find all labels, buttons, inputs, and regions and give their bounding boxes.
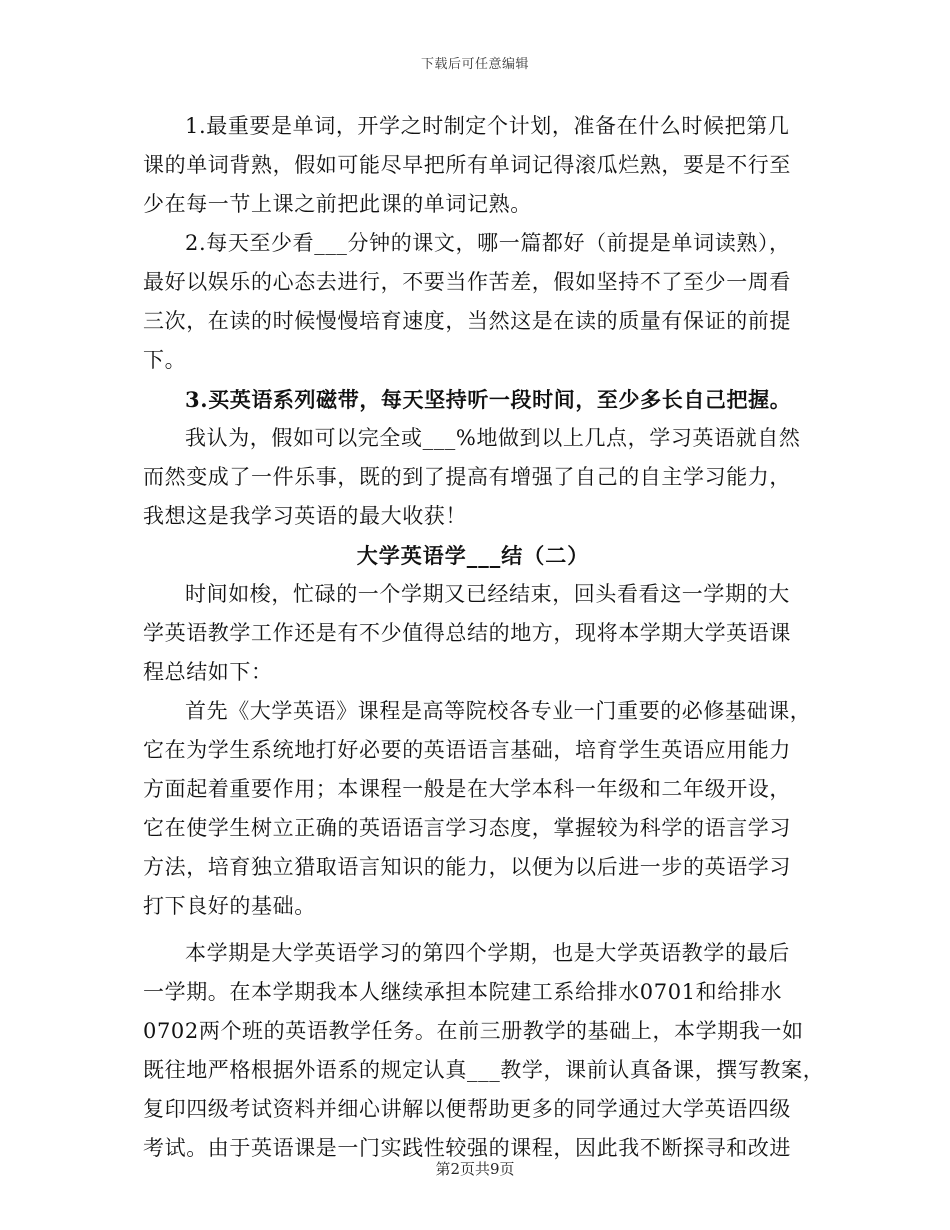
paragraph-line: 0702两个班的英语教学任务。在前三册教学的基础上，本学期我一如 — [143, 1019, 804, 1043]
paragraph-line: 既往地严格根据外语系的规定认真___教学，课前认真备课，撰写教案， — [143, 1058, 825, 1082]
paragraph-line: 少在每一节上课之前把此课的单词记熟。 — [143, 192, 532, 216]
paragraph-line: 我认为，假如可以完全或___%地做到以上几点，学习英语就自然 — [185, 426, 801, 450]
paragraph-line: 学英语教学工作还是有不少值得总结的地方，现将本学期大学英语课 — [143, 621, 791, 645]
paragraph-line: 打下良好的基础。 — [143, 894, 316, 918]
paragraph-line: 而然变成了一件乐事，既的到了提高有增强了自己的自主学习能力， — [143, 465, 791, 489]
paragraph-line: 它在使学生树立正确的英语语言学习态度，掌握较为科学的语言学习 — [143, 816, 791, 840]
page-footer: 第2页共9页 — [435, 1160, 515, 1178]
paragraph-line: 方面起着重要作用；本课程一般是在大学本科一年级和二年级开设， — [143, 777, 791, 801]
paragraph-line: 课的单词背熟，假如可能尽早把所有单词记得滚瓜烂熟，要是不行至 — [143, 153, 791, 177]
paragraph-line: 2.每天至少看___分钟的课文，哪一篇都好（前提是单词读熟）， — [185, 231, 791, 255]
paragraph-line: 复印四级考试资料并细心讲解以便帮助更多的同学通过大学英语四级 — [143, 1097, 791, 1121]
paragraph-gap — [143, 926, 803, 934]
page-header: 下载后可任意编辑 — [420, 57, 529, 72]
paragraph-line: 本学期是大学英语学习的第四个学期，也是大学英语教学的最后 — [185, 941, 790, 965]
bold-paragraph-line: 3.买英语系列磁带，每天坚持听一段时间，至少多长自己把握。 — [185, 387, 792, 412]
paragraph-line: 1.最重要是单词，开学之时制定个计划，准备在什么时候把第几 — [185, 114, 790, 138]
paragraph-line: 考试。由于英语课是一门实践性较强的课程，因此我不断探寻和改进 — [143, 1136, 791, 1160]
paragraph-line: 方法，培育独立猎取语言知识的能力，以便为以后进一步的英语学习 — [143, 855, 791, 879]
paragraph-line: 它在为学生系统地打好必要的英语语言基础，培育学生英语应用能力 — [143, 738, 791, 762]
paragraph-line: 首先《大学英语》课程是高等院校各专业一门重要的必修基础课， — [185, 699, 812, 723]
section-title: 大学英语学___结（二） — [356, 543, 590, 568]
paragraph-line: 下。 — [143, 348, 187, 372]
paragraph-line: 一学期。在本学期我本人继续承担本院建工系给排水0701和给排水 — [143, 980, 783, 1004]
paragraph-line: 最好以娱乐的心态去进行，不要当作苦差，假如坚持不了至少一周看 — [143, 270, 791, 294]
document-body — [143, 107, 825, 1168]
paragraph-line: 三次，在读的时候慢慢培育速度，当然这是在读的质量有保证的前提 — [143, 309, 791, 333]
paragraph-line: 程总结如下： — [143, 660, 273, 684]
paragraph-line: 时间如梭，忙碌的一个学期又已经结束，回头看看这一学期的大 — [185, 582, 790, 606]
paragraph-line: 我想这是我学习英语的最大收获！ — [143, 504, 467, 528]
